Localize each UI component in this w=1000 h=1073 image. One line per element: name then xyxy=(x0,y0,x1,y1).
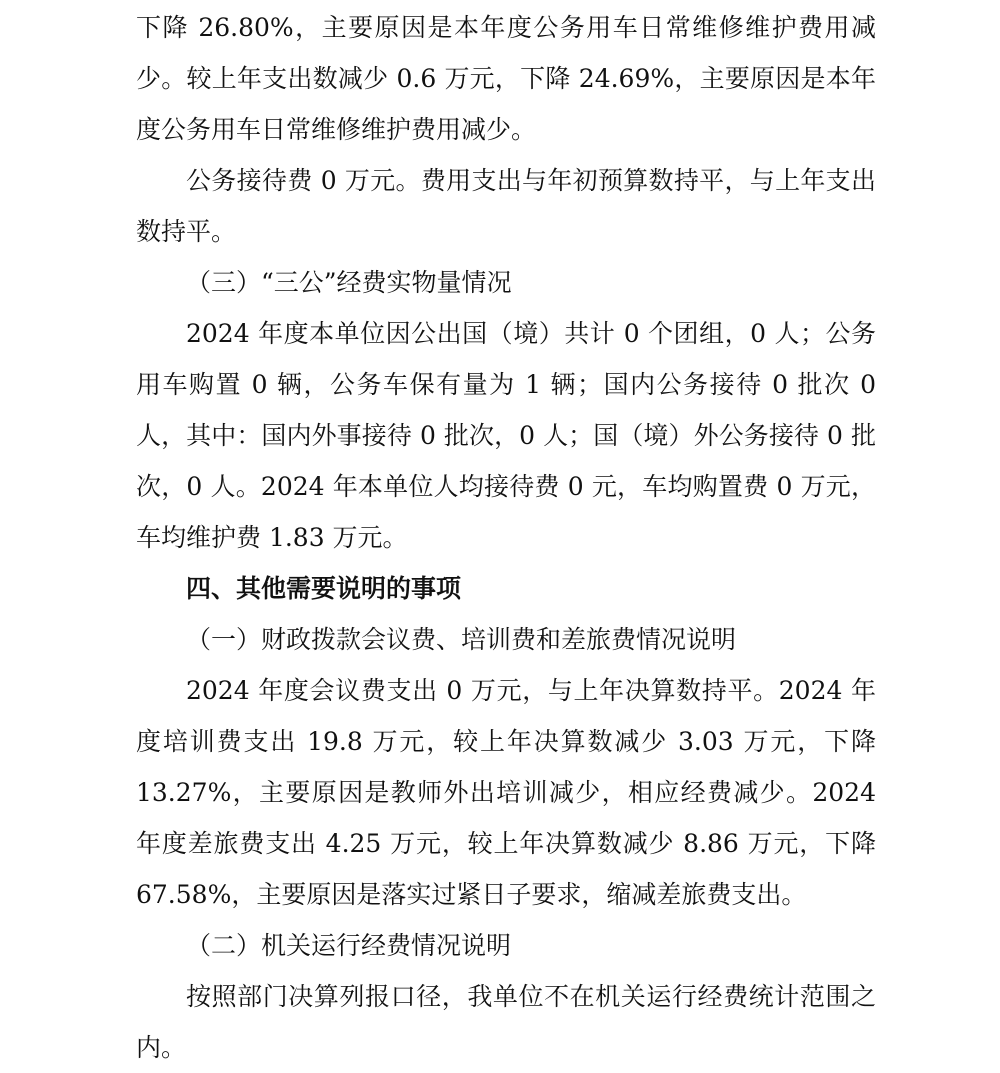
sub-2-heading: （二）机关运行经费情况说明 xyxy=(186,931,512,960)
section-3-heading: （三）“三公”经费实物量情况 xyxy=(186,268,512,297)
document-page xyxy=(136,2,876,1073)
paragraph-meeting-training-travel: 2024 年度会议费支出 0 万元，与上年决算数持平。2024 年度培训费支出 19.8 万元，较上年决算数减少 3.03 万元，下降 13.27%，主要原因是教师外出培训减少，相应经费减少。2024 年度差旅费支出 4.25 万元，较上年决算数减少 8.86 万元，下降 67.58%，主要原因是落实过紧日子要求，缩减差旅费支出。 xyxy=(136,676,876,909)
paragraph-reception-fee: 公务接待费 0 万元。费用支出与年初预算数持平，与上年支出数持平。 xyxy=(136,166,876,246)
part-4-heading: 四、其他需要说明的事项 xyxy=(186,574,462,603)
paragraph-operating-expenses: 按照部门决算列报口径，我单位不在机关运行经费统计范围之内。 xyxy=(136,982,876,1062)
paragraph-physical-quantity: 2024 年度本单位因公出国（境）共计 0 个团组，0 人；公务用车购置 0 辆，公务车保有量为 1 辆；国内公务接待 0 批次 0 人，其中：国内外事接待 0 批次，0 人；国（境）外公务接待 0 批次，0 人。2024 年本单位人均接待费 0 元，车均购置费 0 万元，车均维护费 1.83 万元。 xyxy=(136,319,876,552)
paragraph-vehicle-maintenance-cont: 下降 26.80%，主要原因是本年度公务用车日常维修维护费用减少。较上年支出数减少 0.6 万元，下降 24.69%，主要原因是本年度公务用车日常维修维护费用减少。 xyxy=(136,13,876,144)
sub-1-heading: （一）财政拨款会议费、培训费和差旅费情况说明 xyxy=(186,625,737,654)
